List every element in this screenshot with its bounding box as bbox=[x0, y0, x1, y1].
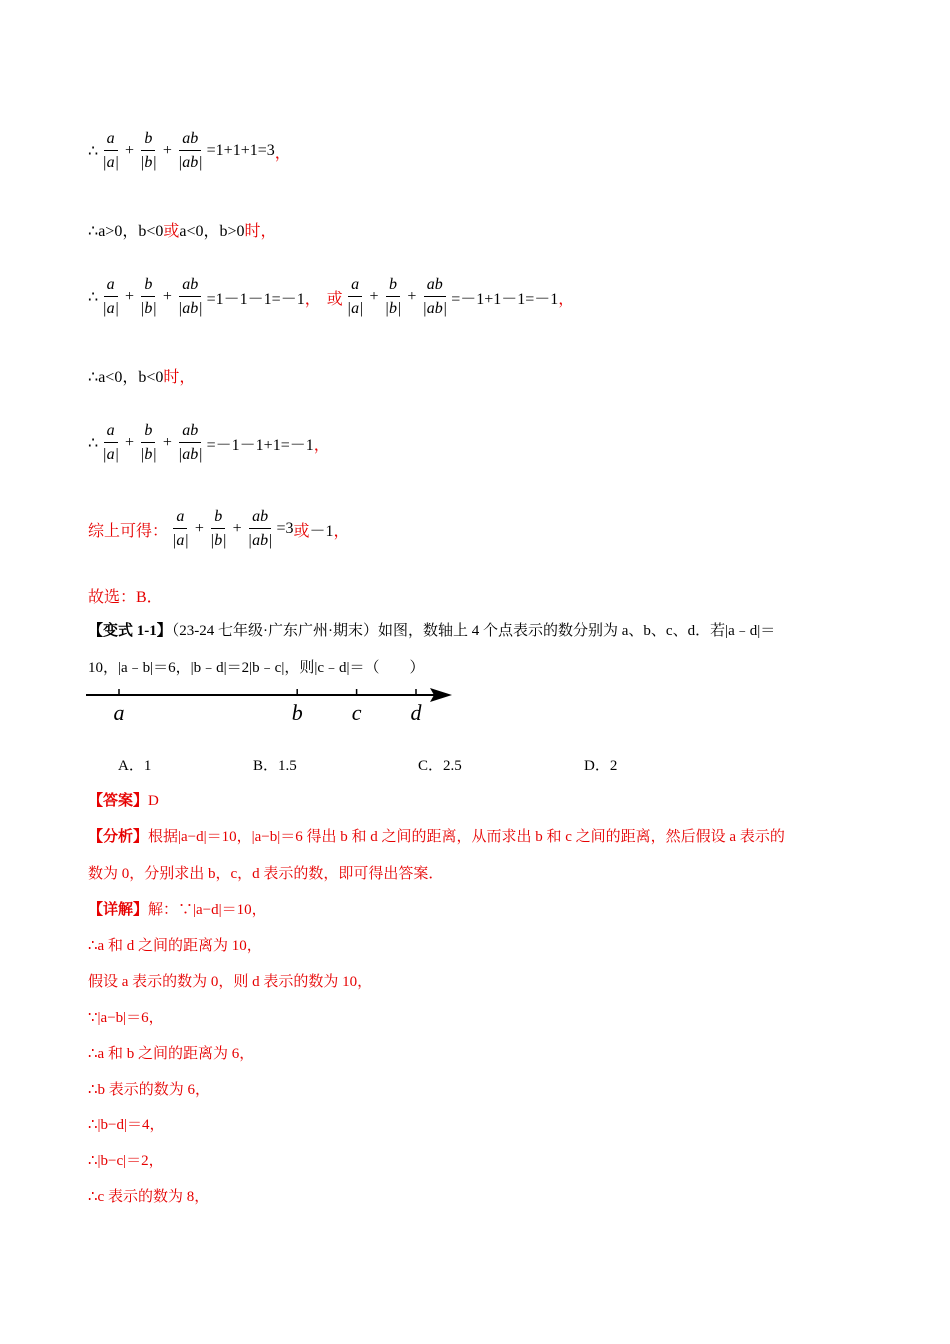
detail-line8: ∴|b−c|＝2， bbox=[88, 1153, 164, 1169]
option-b[interactable]: B．1.5 bbox=[253, 758, 297, 774]
detail-line4: ∵|a−b|＝6， bbox=[88, 1010, 164, 1026]
choice-answer: 故选：B． bbox=[88, 589, 163, 606]
analysis-line2: 数为 0，分别求出 b，c，d 表示的数，即可得出答案． bbox=[88, 866, 444, 882]
case3-condition: ∴a<0，b<0时， bbox=[88, 369, 196, 386]
answer-line: 【答案】D bbox=[88, 793, 159, 809]
label-b: b bbox=[291, 700, 303, 725]
number-line bbox=[84, 680, 464, 730]
equation-case2: ∴ $\frac{a}{|a|}$ + $\frac{b}{|b|}$ + $\frac{ab}{|ab|}$ =1－1－1=－1 ， 或 $\frac{a}{|a|}$ + $\frac{b}{|b|}$ + $\frac{ab}{|ab|}$ =－1+1－1=－1 ， bbox=[88, 276, 575, 317]
option-d[interactable]: D．2 bbox=[584, 758, 618, 774]
analysis-line1: 【分析】根据|a−d|＝10，|a−b|＝6 得出 b 和 d 之间的距离，从而求出 b 和 c 之间的距离，然后假设 a 表示的 bbox=[88, 829, 785, 845]
variant-question-line2: 10，|a﹣b|＝6，|b﹣d|＝2|b﹣c|，则|c﹣d|＝（ ） bbox=[88, 660, 425, 676]
detail-line3: 假设 a 表示的数为 0，则 d 表示的数为 10， bbox=[88, 974, 373, 990]
therefore-symbol: ∴ bbox=[88, 143, 99, 160]
equation-result: =1+1+1=3 bbox=[206, 142, 275, 159]
detail-line6: ∴b 表示的数为 6， bbox=[88, 1082, 211, 1098]
label-c: c bbox=[351, 700, 362, 725]
variant-question-line1: 【变式 1-1】（23-24 七年级·广东广州·期末）如图，数轴上 4 个点表示的数分别为 a、b、c、d．若|a﹣d|＝ bbox=[88, 623, 776, 639]
case2-condition: ∴a>0，b<0或a<0，b>0时， bbox=[88, 223, 277, 240]
label-d: d bbox=[410, 700, 422, 725]
detail-line2: ∴a 和 d 之间的距离为 10， bbox=[88, 938, 262, 954]
detail-line1: 【详解】解：∵|a−d|＝10， bbox=[88, 902, 267, 918]
option-c[interactable]: C．2.5 bbox=[418, 758, 462, 774]
variant-tag: 【变式 1-1】 bbox=[88, 623, 172, 639]
variant-source: （23-24 七年级·广东广州·期末） bbox=[171, 623, 378, 639]
equation-case3: ∴ $\frac{a}{|a|}$ + $\frac{b}{|b|}$ + $\frac{ab}{|ab|}$ =－1－1+1=－1 ， bbox=[88, 422, 330, 463]
fraction-ab: $\frac{ab}{|ab|}$ bbox=[177, 130, 203, 171]
summary-equation: 综上可得： $\frac{a}{|a|}$ + $\frac{b}{|b|}$ + $\frac{ab}{|ab|}$ =3 或 －1 ， bbox=[88, 508, 350, 549]
fraction-a: $\frac{a}{|a|}$ bbox=[102, 130, 119, 171]
fraction-b: $\frac{b}{|b|}$ bbox=[140, 130, 157, 171]
detail-line7: ∴|b−d|＝4， bbox=[88, 1117, 165, 1133]
equation-case1: ∴ $\frac{a}{|a|}$ + $\frac{b}{|b|}$ + $\frac{ab}{|ab|}$ =1+1+1=3 ， bbox=[88, 130, 291, 171]
label-a: a bbox=[113, 700, 125, 725]
detail-line5: ∴a 和 b 之间的距离为 6， bbox=[88, 1046, 255, 1062]
detail-line9: ∴c 表示的数为 8， bbox=[88, 1189, 210, 1205]
option-a[interactable]: A．1 bbox=[118, 758, 152, 774]
